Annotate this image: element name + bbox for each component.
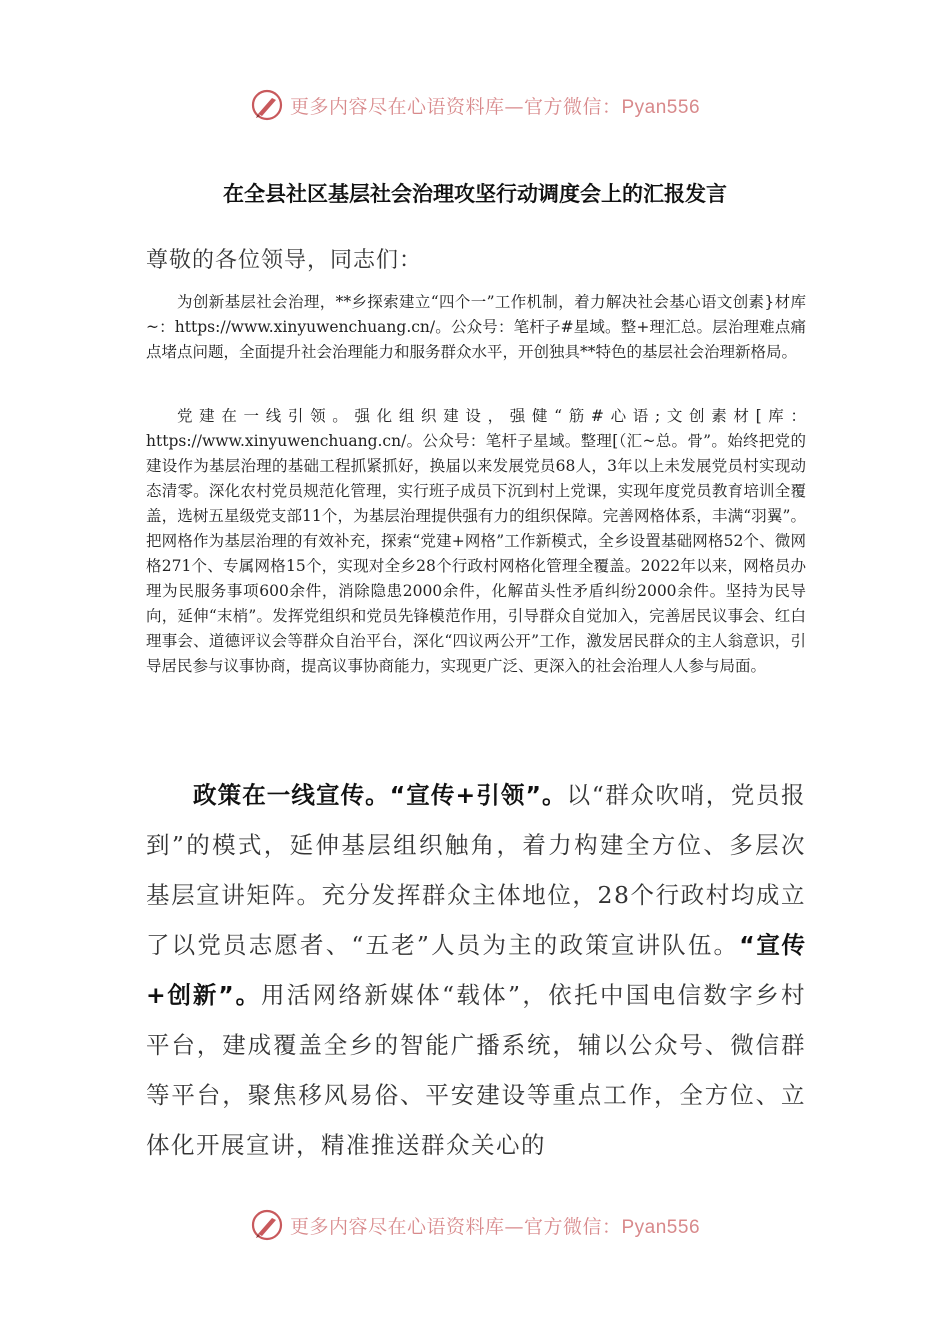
footer-banner <box>0 1208 950 1242</box>
document-title: 在全县社区基层社会治理攻坚行动调度会上的汇报发言 <box>223 182 727 206</box>
paragraph-text: 用活网络新媒体“载体”，依托中国电信数字乡村平台，建成覆盖全乡的智能广播系统，辅以公众号、微信群等平台，聚焦移风易俗、平安建设等重点工作，全方位、立体化开展宣讲，精准推送群众关心的 <box>146 981 806 1159</box>
banner-wechat-text: 官方微信：Pyan556 <box>524 1216 701 1238</box>
banner-wechat-text: 官方微信：Pyan556 <box>524 96 701 118</box>
pen-logo-icon <box>250 88 284 122</box>
header-banner <box>0 88 950 122</box>
pen-logo-icon <box>250 1208 284 1242</box>
banner-brand-text: 更多内容尽在心语资料库— <box>289 1215 524 1238</box>
paragraph-policy <box>146 770 806 1170</box>
paragraph-party-building: 党建在一线引领。强化组织建设，强健“筋#心语;文创素材[库：https://www.xinyuwenchuang.cn/。公众号：笔杆子星域。整理[（汇~总。骨”。始终把党的建设作为基层治理的基础工程抓紧抓好，换届以来发展党员68人，3年以上未发展党员村实现动态清零。深化农村党员规范化管理，实行班子成员下沉到村上党课，实现年度党员教育培训全覆盖，选树五星级党支部11个，为基层治理提供强有力的组织保障。完善网格体系，丰满“羽翼”。把网格作为基层治理的有效补充，探索“党建+网格”工作新模式，全乡设置基础网格52个、微网格271个、专属网格15个，实现对全乡28个行政村网格化管理全覆盖。2022年以来，网格员办理为民服务事项600余件，消除隐患2000余件，化解苗头性矛盾纠纷2000余件。坚持为民导向，延伸“末梢”。发挥党组织和党员先锋模范作用，引导群众自觉加入，完善居民议事会、红白理事会、道德评议会等群众自治平台，深化“四议两公开”工作，激发居民群众的主人翁意识，引导居民参与议事协商，提高议事协商能力，实现更广泛、更深入的社会治理人人参与局面。 <box>146 407 806 675</box>
salutation: 尊敬的各位领导，同志们： <box>146 248 423 273</box>
paragraph-heading: 政策在一线宣传。“宣传+引领”。 <box>193 781 567 809</box>
banner-brand-text: 更多内容尽在心语资料库— <box>289 95 524 118</box>
paragraph-text: 以“群众吹哨，党员报到”的模式，延伸基层组织触角，着力构建全方位、多层次基层宣讲矩阵。充分发挥群众主体地位，28个行政村均成立了以党员志愿者、“五老”人员为主的政策宣讲队伍。 <box>146 781 806 959</box>
paragraph-subheading: “宣传+创新”。 <box>146 931 806 1009</box>
paragraph-intro: 为创新基层社会治理，**乡探索建立“四个一”工作机制，着力解决社会基心语文创素}材库~：https://www.xinyuwenchuang.cn/。公众号：笔杆子#星域。整+理汇总。层治理难点痛点堵点问题，全面提升社会治理能力和服务群众水平，开创独具**特色的基层社会治理新格局。 <box>146 293 806 361</box>
